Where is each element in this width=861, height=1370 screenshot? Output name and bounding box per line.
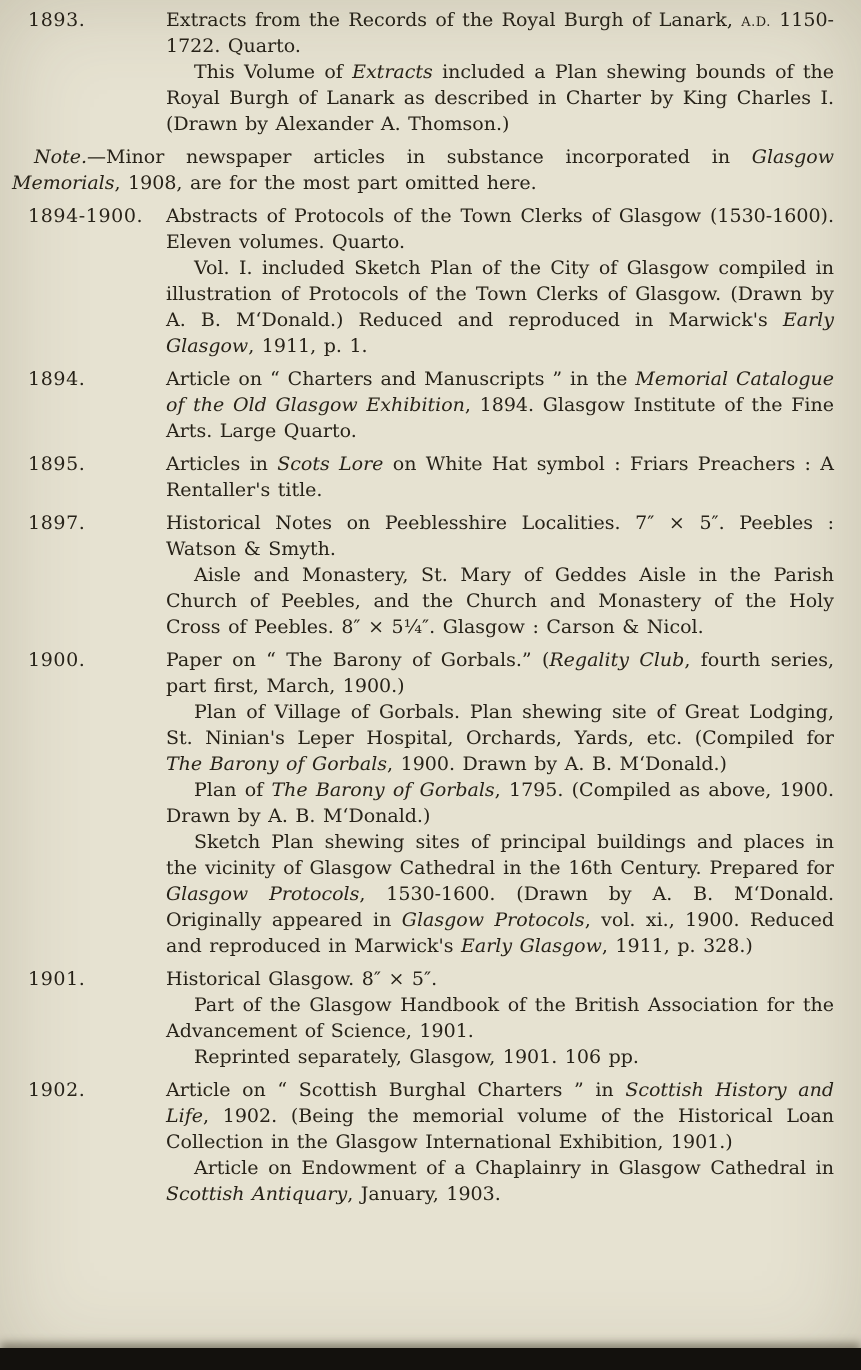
text-segment: Historical Glasgow. 8″ × 5″. [166,968,438,990]
text-segment: Sketch Plan shewing sites of principal buildings and places in the vicinity of Glasgow Cathedral in the 16th Century. Prepared for [166,831,834,879]
entry-content [166,451,834,503]
paragraph [166,562,834,640]
entry-year: 1897. [28,512,86,534]
entry-year: 1894-1900. [28,205,144,227]
text-segment: , 1900. Drawn by A. B. M‘Donald.) [387,753,727,775]
bibliography-list [12,7,835,1214]
bibliography-entry [28,1077,834,1207]
text-segment: on White Hat symbol : Friars Preachers : A Rentaller's title. [166,453,834,501]
paragraph [166,59,834,137]
text-segment: Abstracts of Protocols of the Town Clerks of Glasgow (1530-1600). Eleven volumes. Quarto. [166,205,834,253]
bibliography-entry [28,203,834,359]
paragraph [166,829,834,959]
text-segment: This Volume of [194,61,353,83]
italic-text: Glasgow Protocols [166,883,360,905]
paragraph [166,510,834,562]
text-segment: Article on “ Charters and Manuscripts ” in the [166,368,636,390]
paragraph [166,1044,834,1070]
text-segment: , 1894. Glasgow Institute of the Fine Arts. Large Quarto. [166,394,834,442]
entry-year: 1902. [28,1079,86,1101]
paragraph [166,992,834,1044]
text-segment: Reprinted separately, Glasgow, 1901. 106 pp. [194,1046,639,1068]
italic-text: Note. [34,146,87,168]
paragraph [166,1155,834,1207]
smallcaps-text: A.D. [741,9,771,31]
paragraph [166,966,834,992]
paragraph [166,366,834,444]
text-segment: Article on “ Scottish Burghal Charters ” in [166,1079,626,1101]
text-segment: Article on Endowment of a Chaplainry in Glasgow Cathedral in [194,1157,834,1179]
text-segment: included a Plan shewing bounds of the Royal Burgh of Lanark as described in Charter by King Charles I. (Drawn by Alexander A. Thomson.) [166,61,834,135]
text-segment: Extracts from the Records of the Royal Burgh of Lanark, [166,9,742,31]
paragraph [166,777,834,829]
text-segment: , 1911, p. 328.) [601,935,753,957]
italic-text: Glasgow Memorials [12,146,834,194]
entry-content [166,510,834,640]
bibliography-entry [28,366,834,444]
text-segment: , January, 1903. [347,1183,501,1205]
text-segment: Articles in [166,453,278,475]
paragraph [166,7,834,59]
entry-content [166,366,834,444]
paragraph [166,203,834,255]
bibliography-entry [28,451,834,503]
paragraph [12,144,834,196]
text-segment: , fourth series, part first, March, 1900.) [166,649,834,697]
italic-text: Scottish History and Life [166,1079,835,1127]
entry-content [166,203,834,359]
paragraph [166,699,834,777]
paragraph [166,255,834,359]
text-segment: Vol. I. included Sketch Plan of the City of Glasgow compiled in illustration of Protocols of the Town Clerks of Glasgow. (Drawn by A. B. M‘Donald.) Reduced and reproduced in Marwick's [166,257,834,331]
entry-content [166,1077,834,1207]
text-segment: , 1908, are for the most part omitted here. [114,172,537,194]
text-segment: Paper on “ The Barony of Gorbals.” ( [166,649,550,671]
text-segment: —Minor newspaper articles in substance incorporated in [86,146,752,168]
text-segment: , vol. xi., 1900. Reduced and reproduced in Marwick's [166,909,835,957]
italic-text: The Barony of Gorbals [271,779,495,801]
entry-year: 1900. [28,649,86,671]
italic-text: Regality Club [549,649,685,671]
italic-text: Scots Lore [277,453,384,475]
text-segment: Plan of [194,779,272,801]
italic-text: Early Glasgow [166,309,834,357]
bibliography-entry [28,647,834,959]
entry-year: 1893. [28,9,86,31]
paragraph [166,1077,834,1155]
italic-text: Early Glasgow [461,935,602,957]
entry-year: 1894. [28,368,86,390]
text-segment: , 1530-1600. (Drawn by A. B. M‘Donald. Originally appeared in [166,883,834,931]
text-segment: Plan of Village of Gorbals. Plan shewing site of Great Lodging, St. Ninian's Leper Hospital, Orchards, Yards, etc. (Compiled for [166,701,834,749]
italic-text: The Barony of Gorbals [166,753,388,775]
note-entry [12,144,834,196]
entry-content [166,7,834,137]
entry-year: 1895. [28,453,86,475]
text-segment: Part of the Glasgow Handbook of the British Association for the Advancement of Science, 1901. [166,994,834,1042]
text-segment: , 1795. (Compiled as above, 1900. Drawn by A. B. M‘Donald.) [166,779,834,827]
italic-text: Memorial Catalogue of the Old Glasgow Exhibition [166,368,834,416]
bibliography-entry [28,7,834,137]
entry-content [166,966,834,1070]
text-segment: , 1911, p. 1. [248,335,368,357]
text-segment: , 1902. (Being the memorial volume of the Historical Loan Collection in the Glasgow International Exhibition, 1901.) [166,1105,834,1153]
entry-content [166,647,834,959]
text-segment: 1150-1722. Quarto. [166,9,834,57]
bibliography-entry [28,510,834,640]
page-bottom-scan-bar [0,1348,861,1370]
italic-text: Extracts [352,61,433,83]
italic-text: Scottish Antiquary [166,1183,348,1205]
entry-year: 1901. [28,968,86,990]
paragraph [166,451,834,503]
text-segment: Historical Notes on Peeblesshire Localities. 7″ × 5″. Peebles : Watson & Smyth. [166,512,834,560]
text-segment: Aisle and Monastery, St. Mary of Geddes Aisle in the Parish Church of Peebles, and the Church and Monastery of the Holy Cross of Peebles. 8″ × 5¼″. Glasgow : Carson & Nicol. [166,564,834,638]
italic-text: Glasgow Protocols [401,909,585,931]
bibliography-entry [28,966,834,1070]
paragraph [166,647,834,699]
